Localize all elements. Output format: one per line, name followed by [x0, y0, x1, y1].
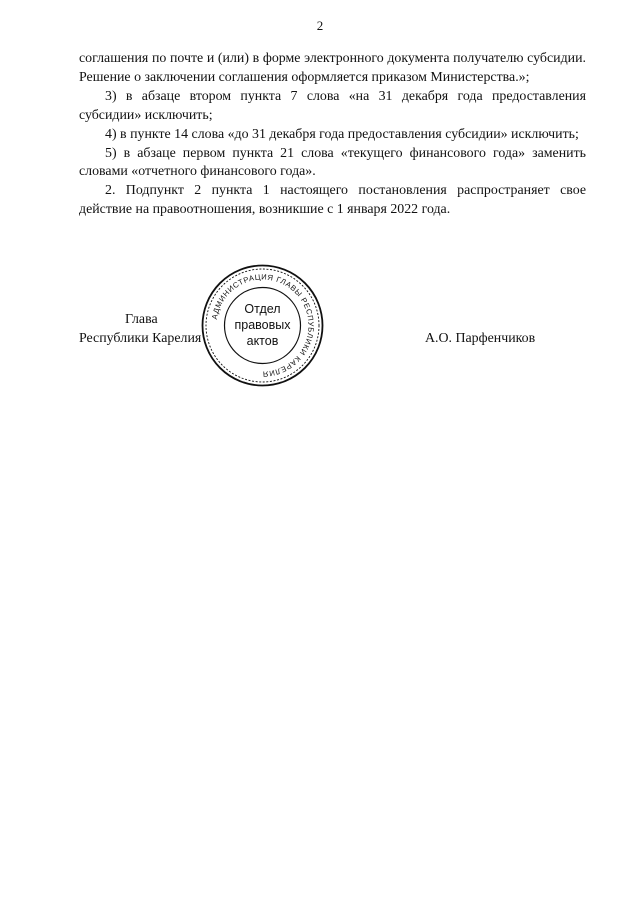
- paragraph-item-3: 3) в абзаце втором пункта 7 слова «на 31 декабря года предоставления субсидии» исключить;: [79, 88, 586, 123]
- official-stamp: [200, 263, 325, 388]
- page-number: 2: [316, 18, 324, 33]
- stamp-ring-text: АДМИНИСТРАЦИЯ ГЛАВЫ РЕСПУБЛИКИ КАРЕЛИЯ: [209, 272, 316, 379]
- paragraph-clause-2: 2. Подпункт 2 пункта 1 настоящего постановления распространяет свое действие на правоотношения, возникшие с 1 января 2022 года.: [79, 183, 586, 218]
- signature-name: А.О. Парфенчиков: [425, 331, 536, 346]
- stamp-line1: Отдел: [244, 302, 281, 316]
- document-body: [79, 50, 586, 220]
- paragraph-continuation: соглашения по почте и (или) в форме электронного документа получателю субсидии. Решение о заключении соглашения оформляется приказом Министерства.»;: [79, 51, 586, 85]
- signature-title: [79, 311, 201, 349]
- signature-title-line1: Глава: [125, 312, 158, 327]
- paragraph-item-4: 4) в пункте 14 слова «до 31 декабря года предоставления субсидии» исключить;: [105, 126, 579, 142]
- stamp-line2: правовых: [234, 318, 291, 332]
- signature-title-line2: Республики Карелия: [79, 330, 202, 346]
- paragraph-item-5: 5) в абзаце первом пункта 21 слова «текущего финансового года» заменить словами «отчетного финансового года».: [79, 145, 586, 180]
- stamp-line3: актов: [246, 334, 279, 348]
